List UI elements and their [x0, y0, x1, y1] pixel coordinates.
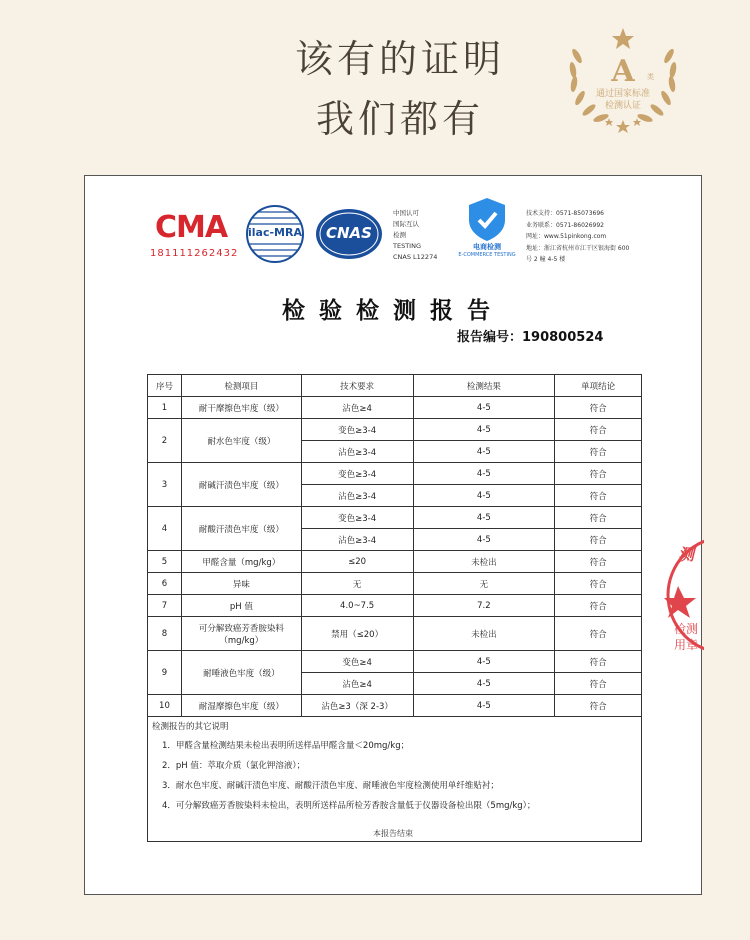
contact-line: 号 2 幢 4-5 楼 [526, 256, 566, 263]
result: 4-5 [413, 397, 555, 419]
requirement: 沾色≥4 [301, 673, 413, 695]
red-seal-stamp [664, 520, 704, 670]
note-row [148, 735, 642, 755]
conclusion: 符合 [555, 397, 642, 419]
requirement: 沾色≥3（深 2-3） [301, 695, 413, 717]
ilac-logo-text: ilac-MRA [248, 226, 302, 239]
report-number: 报告编号：190800524 [457, 330, 604, 345]
header-cell: 检测结果 [413, 375, 555, 397]
conclusion: 符合 [555, 595, 642, 617]
table-row [148, 617, 642, 651]
cnas-info-line: 检测 [393, 231, 406, 239]
cnas-info-line: 中国认可 [393, 209, 419, 217]
note-text: 1．甲醛含量检测结果未检出表明所送样品甲醛含量＜20mg/kg； [148, 735, 642, 755]
requirement: 4.0~7.5 [301, 595, 413, 617]
note-text: 4．可分解致癌芳香胺染料未检出，表明所送样品所检芳香胺含量低于仪器设备检出限（5mg/kg）； [148, 795, 642, 815]
cnas-logo-text: CNAS [326, 224, 372, 242]
cnas-logo [315, 208, 383, 260]
table-row [148, 651, 642, 673]
header-cell: 序号 [148, 375, 182, 397]
row-number: 5 [148, 551, 182, 573]
row-number: 1 [148, 397, 182, 419]
requirement: 沾色≥4 [301, 397, 413, 419]
shield-check-icon [451, 196, 523, 242]
notes-title-row [148, 717, 642, 736]
table-row [148, 507, 642, 529]
conclusion: 符合 [555, 463, 642, 485]
test-item: 异味 [181, 573, 301, 595]
requirement: 变色≥3-4 [301, 507, 413, 529]
requirement: 变色≥4 [301, 651, 413, 673]
header-cell: 技术要求 [301, 375, 413, 397]
requirement: 无 [301, 573, 413, 595]
result: 4-5 [413, 441, 555, 463]
notes-title: 检测报告的其它说明 [148, 717, 642, 736]
result: 4-5 [413, 651, 555, 673]
seal-text: 用章 [674, 638, 699, 652]
result: 4-5 [413, 485, 555, 507]
cnas-info-line: TESTING [393, 242, 421, 250]
test-item: 耐碱汗渍色牢度（级） [181, 463, 301, 507]
badge-text-line1: 通过国家标准 [595, 89, 650, 99]
header-cell: 检测项目 [181, 375, 301, 397]
row-number: 6 [148, 573, 182, 595]
cma-logo-text: CMA [154, 210, 228, 245]
test-item: 耐唾液色牢度（级） [181, 651, 301, 695]
requirement: 沾色≥3-4 [301, 529, 413, 551]
conclusion: 符合 [555, 617, 642, 651]
row-number: 3 [148, 463, 182, 507]
report-title: 检验检测报告 [282, 298, 504, 324]
table-row [148, 573, 642, 595]
note-row [148, 795, 642, 815]
conclusion: 符合 [555, 695, 642, 717]
headline-line1: 该有的证明 [294, 37, 505, 81]
test-item: 耐湿摩擦色牢度（级） [181, 695, 301, 717]
ecommerce-testing-logo [451, 196, 523, 262]
result: 未检出 [413, 551, 555, 573]
table-header-row [148, 375, 642, 397]
contact-line: 业务联系：0571-86026992 [526, 221, 604, 229]
result: 无 [413, 573, 555, 595]
row-number: 9 [148, 651, 182, 695]
table-row [148, 695, 642, 717]
requirement: ≤20 [301, 551, 413, 573]
header-cell: 单项结论 [555, 375, 642, 397]
table-row [148, 551, 642, 573]
conclusion: 符合 [555, 507, 642, 529]
note-text: 2．pH 值：萃取介质（氯化钾溶液）； [148, 755, 642, 775]
ilac-mra-logo [245, 204, 305, 264]
test-item: 甲醛含量（mg/kg） [181, 551, 301, 573]
seal-text: 检测 [674, 622, 699, 636]
row-number: 4 [148, 507, 182, 551]
badge-text-line2: 检测认证 [604, 101, 641, 111]
test-item: pH 值 [181, 595, 301, 617]
note-text: 3．耐水色牢度、耐碱汗渍色牢度、耐酸汗渍色牢度、耐唾液色牢度检测使用单纤维贴衬； [148, 775, 642, 795]
conclusion: 符合 [555, 441, 642, 463]
certification-badge [563, 26, 683, 136]
conclusion: 符合 [555, 551, 642, 573]
table-row [148, 595, 642, 617]
contact-info [526, 208, 656, 266]
table-row [148, 397, 642, 419]
note-row [148, 755, 642, 775]
requirement: 沾色≥3-4 [301, 485, 413, 507]
conclusion: 符合 [555, 529, 642, 551]
badge-grade-suffix: 类 [647, 73, 654, 81]
test-item: 可分解致癌芳香胺染料（mg/kg） [181, 617, 301, 651]
seal-text: 测 [678, 545, 695, 564]
conclusion: 符合 [555, 485, 642, 507]
conclusion: 符合 [555, 673, 642, 695]
test-item: 耐干摩擦色牢度（级） [181, 397, 301, 419]
result: 未检出 [413, 617, 555, 651]
cnas-info-line: CNAS L12274 [393, 253, 438, 261]
results-table [147, 374, 642, 842]
cma-logo [150, 210, 239, 260]
requirement: 沾色≥3-4 [301, 441, 413, 463]
requirement: 变色≥3-4 [301, 463, 413, 485]
result: 4-5 [413, 463, 555, 485]
row-number: 2 [148, 419, 182, 463]
report-end-text: 本报告结束 [373, 829, 413, 838]
conclusion: 符合 [555, 651, 642, 673]
ecommerce-logo-subtitle: E-COMMERCE TESTING [458, 252, 516, 258]
headline-line2: 我们都有 [315, 97, 484, 141]
cnas-info-line: 国际互认 [393, 220, 419, 228]
cnas-info [393, 208, 437, 263]
contact-line: 网址：www.51pinkong.com [526, 233, 607, 240]
note-row [148, 775, 642, 795]
result: 4-5 [413, 673, 555, 695]
cma-number: 181111262432 [150, 248, 239, 259]
table-row [148, 463, 642, 485]
result: 4-5 [413, 419, 555, 441]
row-number: 10 [148, 695, 182, 717]
row-number: 7 [148, 595, 182, 617]
test-item: 耐水色牢度（级） [181, 419, 301, 463]
requirement: 禁用（≤20） [301, 617, 413, 651]
ecommerce-logo-title: 电商检测 [473, 243, 501, 251]
contact-line: 地址：浙江省杭州市江干区银海街 600 [526, 244, 630, 252]
result: 7.2 [413, 595, 555, 617]
table-row [148, 419, 642, 441]
result: 4-5 [413, 529, 555, 551]
result: 4-5 [413, 507, 555, 529]
conclusion: 符合 [555, 419, 642, 441]
test-report-document [84, 175, 702, 895]
conclusion: 符合 [555, 573, 642, 595]
badge-grade: A [611, 54, 635, 89]
result: 4-5 [413, 695, 555, 717]
row-number: 8 [148, 617, 182, 651]
test-item: 耐酸汗渍色牢度（级） [181, 507, 301, 551]
requirement: 变色≥3-4 [301, 419, 413, 441]
contact-line: 技术支持：0571-85073696 [526, 210, 604, 217]
